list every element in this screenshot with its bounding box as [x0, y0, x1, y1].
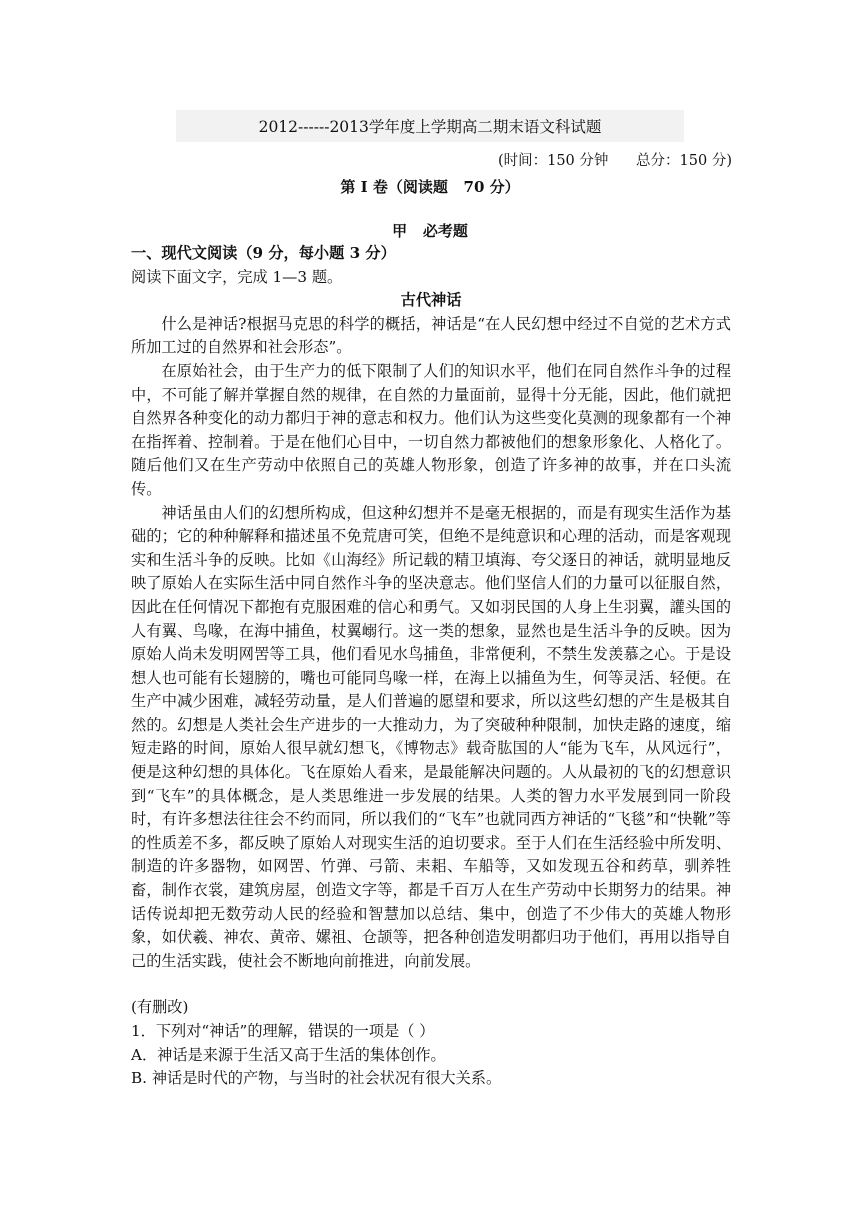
essay-paragraph: 在原始社会，由于生产力的低下限制了人们的知识水平，他们在同自然作斗争的过程中，不可能了解并掌握自然的规律，在自然的力量面前，显得十分无能，因此，他们就把自然界各种变化的动力都归于神的意志和权力。他们认为这些变化莫测的现象都有一个神在指挥着、控制着。于是在他们心目中，一切自然力都被他们的想象形象化、人格化了。随后他们又在生产劳动中依照自己的英雄人物形象，创造了许多神的故事，并在口头流传。 [131, 361, 731, 498]
document-title: 2012------2013学年度上学期高二期末语文科试题 [258, 118, 602, 136]
source-note: (有删改) [131, 998, 189, 1017]
answer-option-b: B. 神话是时代的产物，与当时的社会状况有很大关系。 [131, 1069, 502, 1088]
essay-paragraph: 什么是神话?根据马克思的科学的概括，神话是“在人民幻想中经过不自觉的艺术方式所加工过的自然界和社会形态”。 [131, 314, 731, 357]
answer-option-a: A．神话是来源于生活又高于生活的集体创作。 [131, 1045, 446, 1064]
required-section-heading: 甲 必考题 [392, 222, 468, 240]
essay-title: 古代神话 [400, 291, 462, 310]
reading-content [131, 242, 731, 1091]
section-heading: 一、现代文阅读（9 分，每小题 3 分） [131, 244, 396, 262]
paragraph-gap [131, 973, 731, 996]
question-stem: 1．下列对“神话”的理解，错误的一项是（ ） [131, 1022, 435, 1040]
reading-instruction: 阅读下面文字，完成 1—3 题。 [131, 267, 343, 286]
time-and-score: (时间：150 分钟 总分：150 分) [497, 153, 732, 169]
essay-paragraph: 神话虽由人们的幻想所构成，但这种幻想并不是毫无根据的，而是有现实生活作为基础的；它的种种解释和描述虽不免荒唐可笑，但绝不是纯意识和心理的活动，而是客观现实和生活斗争的反映。比如《山海经》所记载的精卫填海、夸父逐日的神话，就明显地反映了原始人在实际生活中同自然作斗争的坚决意志。他们坚信人们的力量可以征服自然，因此在任何情况下都抱有克服困难的信心和勇气。又如羽民国的人身上生羽翼，讙头国的人有翼、鸟喙，在海中捕鱼，杖翼嵶行。这一类的想象，显然也是生活斗争的反映。因为原始人尚未发明网罟等工具，他们看见水鸟捕鱼，非常便利，不禁生发羡慕之心。于是设想人也可能有长翅膀的，嘴也可能同鸟喙一样，在海上以捕鱼为生，何等灵活、轻便。在生产中减少困难，减轻劳动量，是人们普遍的愿望和要求，所以这些幻想的产生是极其自然的。幻想是人类社会生产进步的一大推动力，为了突破种种限制，加快走路的速度，缩短走路的时间，原始人很早就幻想飞，《博物志》载奇肱国的人“能为飞车，从风远行”，便是这种幻想的具体化。飞在原始人看来，是最能解决问题的。人从最初的飞的幻想意识到“飞车”的具体概念，是人类思维进一步发展的结果。人类的智力水平发展到同一阶段时，有许多想法往往会不约而同，所以我们的“飞车”也就同西方神话的“飞毯”和“快靴”等的性质差不多，都反映了原始人对现实生活的迫切要求。至于人们在生活经验中所发明、制造的许多器物，如网罟、竹弹、弓箭、耒耜、车船等，又如发现五谷和药草，驯养牲畜，制作衣裳，建筑房屋，创造文字等，都是千百万人在生产劳动中长期努力的结果。神话传说却把无数劳动人民的经验和智慧加以总结、集中，创造了不少伟大的英雄人物形象，如伏羲、神农、黄帝、嫘祖、仓颉等，把各种创造发明都归功于他们，再用以指导自己的生活实践，使社会不断地向前推进，向前发展。 [131, 503, 731, 970]
part-heading: 第 I 卷（阅读题 70 分） [340, 178, 520, 196]
